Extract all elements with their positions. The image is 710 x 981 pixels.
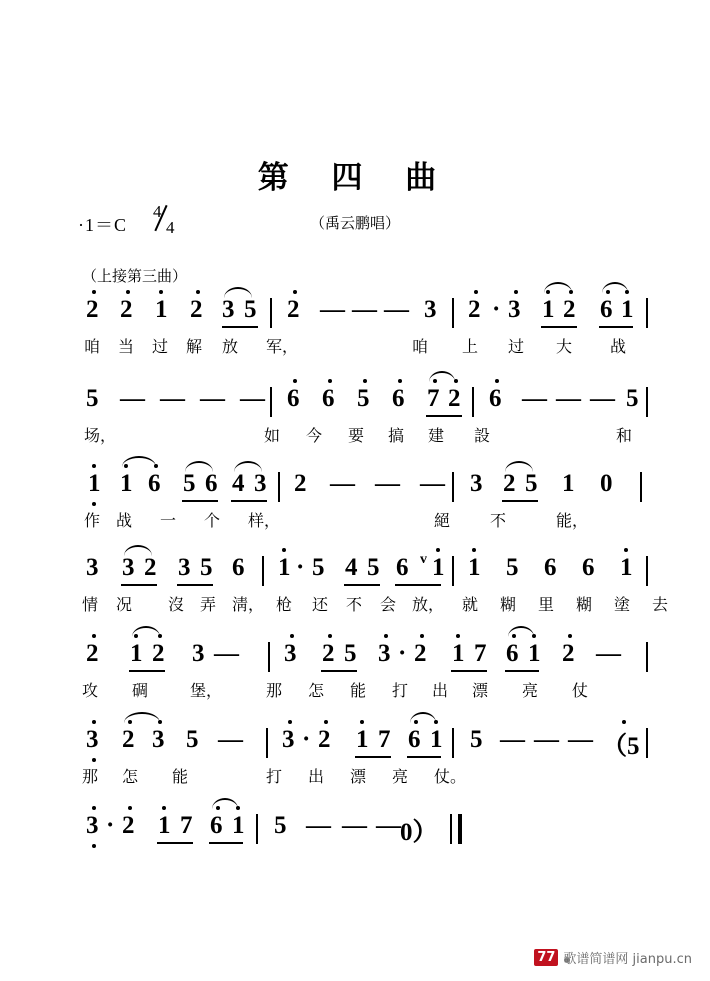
lyric-row: 情 况 沒 弄 淸， 枪 还 不 会 放， 就 糊 里 糊 塗 去: [82, 595, 669, 614]
notation-row: 3 3 2 3 5 6 1 · 5 4 5 6 v 1 1 5 6 6 1: [0, 554, 710, 594]
notation-row: 1 1 6 5 6 4 3 2 — — — 3 2 5 1 0: [0, 470, 710, 510]
notation-row: 3 2 3 5 — 3 · 2 1 7 6 1 5 — — — （5: [0, 726, 710, 766]
key-signature: ·1＝C: [78, 215, 127, 235]
notation-row: 2 2 1 2 3 5 2 — — — 3 2 · 3 1 2 6 1: [0, 296, 710, 336]
meter-denominator: 4: [166, 218, 175, 237]
notation-row: 3 · 2 1 7 6 1 5 — — — 0）: [0, 812, 710, 852]
notation-row: 2 1 2 3 — 3 2 5 3 · 2 1 7 6 1 2 —: [0, 640, 710, 680]
page-title: 第 四 曲: [257, 160, 453, 196]
site-logo: 77: [534, 949, 558, 966]
site-watermark: [534, 948, 692, 967]
singer-credit: （禹云鹏唱）: [309, 214, 400, 232]
continuation-note: （上接第三曲）: [82, 267, 188, 285]
lyric-row: 攻 碉 堡， 那 怎 能 打 出 漂 亮 仗: [82, 681, 589, 700]
site-name: 歌谱简谱网 jianpu.cn: [563, 952, 692, 967]
lyric-row: 场， 如 今 要 搞 建 設 和: [84, 426, 633, 445]
lyric-row: 作 战 一 个 样， 絕 不 能，: [84, 511, 589, 530]
meter-numerator: 4: [153, 202, 162, 221]
lyric-row: 咱 当 过 解 放 军， 咱 上 过 大 战: [84, 337, 627, 356]
lyric-row: 那 怎 能 打 出 漂 亮 仗。: [82, 767, 467, 786]
notation-row: 5 — — — — 6 6 5 6 7 2 6 — — — 5: [0, 385, 710, 425]
